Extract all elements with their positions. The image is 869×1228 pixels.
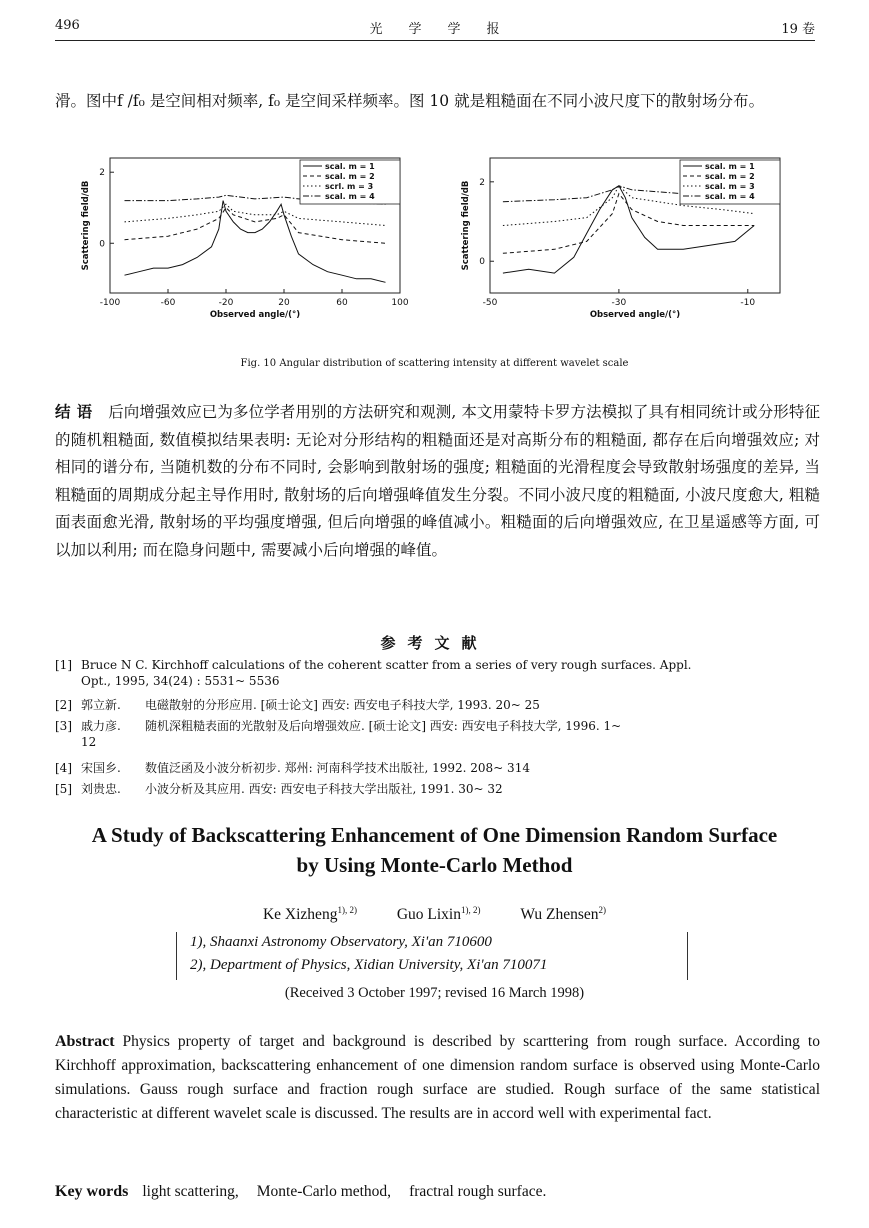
intro-paragraph: 滑。图中f /f₀ 是空间相对频率, f₀ 是空间采样频率。图 10 就是粗糙面在不同小波尺度下的散射场分布。	[55, 92, 765, 110]
conclusion-lead: 结语	[55, 402, 99, 421]
reference-text: 数值泛函及小波分析初步. 郑州: 河南科学技术出版社, 1992. 208~ 314	[145, 761, 530, 775]
keyword: fractral rough surface.	[409, 1183, 547, 1200]
legend-entry: scal. m = 2	[705, 172, 755, 181]
reference-number: [1]	[55, 658, 72, 672]
header-rule	[55, 40, 815, 41]
x-axis-label: Observed angle/(°)	[589, 310, 681, 320]
reference-item	[55, 781, 820, 797]
legend-entry: scal. m = 2	[325, 172, 375, 181]
y-tick-label: 2	[99, 168, 105, 179]
reference-author: 刘贵忠.	[81, 782, 121, 796]
english-title-line1: A Study of Backscattering Enhancement of One Dimension Random Surface	[91, 823, 778, 847]
reference-author: 郭立新.	[81, 698, 121, 712]
reference-number: [2]	[55, 698, 72, 712]
x-tick-label: -60	[160, 298, 176, 308]
y-axis-label: Scattering field/dB	[461, 180, 471, 271]
reference-number: [3]	[55, 719, 72, 733]
x-tick-label: -100	[99, 298, 121, 308]
reference-text-cont: 12	[81, 735, 97, 749]
legend-entry: scal. m = 4	[325, 192, 375, 201]
reference-number: [4]	[55, 761, 72, 775]
reference-text: 随机深粗糙表面的光散射及后向增强效应. [硕士论文] 西安: 西安电子科技大学, 1996. 1~	[145, 719, 622, 733]
legend-entry: scal. m = 3	[705, 182, 755, 191]
author: Ke Xizheng$^{1), 2)}$	[262, 905, 357, 924]
keyword: light scattering,	[142, 1183, 239, 1200]
x-tick-label: -10	[740, 298, 756, 308]
series-line	[125, 208, 386, 244]
reference-item	[55, 657, 820, 689]
x-axis-label: Observed angle/(°)	[209, 310, 301, 320]
reference-author: 戚力彦.	[81, 719, 121, 733]
x-tick-label: 100	[391, 298, 409, 308]
references-title: 参考文献	[380, 634, 489, 652]
abstract-text: Physics property of target and background is described by scarttering from rough surface. According to Kirchhoff approximation, backscattering enhancement of one dimension random surface is observed using Monte-Carlo simulations. Gauss rough surface and fraction rough surface are studied. Rough surface of the same statistical characteristic at different wavelet scale is discussed. The results are in accord well with experimental fact.	[55, 1033, 820, 1122]
figure-caption: Fig. 10 Angular distribution of scattering intensity at different wavelet scale	[240, 358, 629, 369]
chart-right	[450, 150, 800, 330]
x-tick-label: 60	[336, 298, 348, 308]
abstract-label: Abstract	[55, 1033, 115, 1050]
affiliation-2: 2), Department of Physics, Xidian University, Xi'an 710071	[190, 957, 548, 973]
author: Wu Zhensen$^{2)}$	[520, 905, 607, 924]
x-tick-label: -30	[611, 298, 627, 308]
keyword: Monte-Carlo method,	[256, 1183, 392, 1200]
reference-text: 电磁散射的分形应用. [硕士论文] 西安: 西安电子科技大学, 1993. 20~ 25	[145, 698, 540, 712]
x-tick-label: -20	[218, 298, 234, 308]
page-number: 496	[55, 18, 80, 33]
x-tick-label: -50	[482, 298, 498, 308]
reference-item	[55, 697, 820, 713]
legend-entry: scrl. m = 3	[325, 182, 374, 191]
y-tick-label: 0	[479, 257, 485, 268]
reference-text: Bruce N C. Kirchhoff calculations of the coherent scatter from a series of very rough surfaces. Appl.	[81, 658, 692, 672]
reference-number: [5]	[55, 782, 72, 796]
author: Guo Lixin$^{1), 2)}$	[396, 905, 481, 924]
reference-author: 宋国乡.	[81, 761, 121, 775]
reference-item	[55, 718, 820, 750]
chart-left	[70, 150, 420, 330]
legend-entry: scal. m = 1	[325, 162, 375, 171]
conclusion-paragraph	[55, 398, 820, 564]
y-tick-label: 2	[479, 177, 485, 188]
y-axis-label: Scattering field/dB	[81, 180, 91, 271]
y-tick-label: 0	[99, 239, 105, 250]
received-date: (Received 3 October 1997; revised 16 March 1998)	[284, 985, 585, 1001]
author-list	[0, 905, 869, 924]
reference-text-cont: Opt., 1995, 34(24) : 5531~ 5536	[81, 674, 280, 688]
legend-entry: scal. m = 4	[705, 192, 755, 201]
english-title-line2: by Using Monte-Carlo Method	[296, 853, 573, 877]
volume-label: 19 卷	[781, 22, 815, 37]
conclusion-text: 后向增强效应已为多位学者用别的方法研究和观测, 本文用蒙特卡罗方法模拟了具有相同统计或分形特征的随机粗糙面, 数值模拟结果表明: 无论对分形结构的粗糙面还是对高斯分布的粗糙面, 都存在后向增强效应; 对相同的谱分布, 当随机数的分布不同时, 会影响到散射场的强度; 粗糙面的光滑程度会导致散射场强度的差异, 当粗糙面的周期成分起主导作用时, 散射场的后向增强峰值发生分裂。不同小波尺度的粗糙面, 小波尺度愈大, 粗糙面表面愈光滑, 散射场的平均强度增强, 但后向增强的峰值减小。粗糙面的后向增强效应, 在卫星遥感等方面, 可以加以利用; 而在隐身问题中, 需要减小后向增强的峰值。	[55, 403, 820, 559]
affiliation-1: 1), Shaanxi Astronomy Observatory, Xi'an 710600	[190, 934, 492, 950]
x-tick-label: 20	[278, 298, 290, 308]
reference-item	[55, 760, 820, 776]
journal-name: 光 学 学 报	[369, 22, 500, 37]
keywords-label: Key words	[55, 1183, 129, 1200]
legend-entry: scal. m = 1	[705, 162, 755, 171]
abstract	[55, 1030, 820, 1126]
reference-text: 小波分析及其应用. 西安: 西安电子科技大学出版社, 1991. 30~ 32	[145, 782, 503, 796]
keywords	[55, 1183, 564, 1201]
series-line	[125, 201, 386, 283]
